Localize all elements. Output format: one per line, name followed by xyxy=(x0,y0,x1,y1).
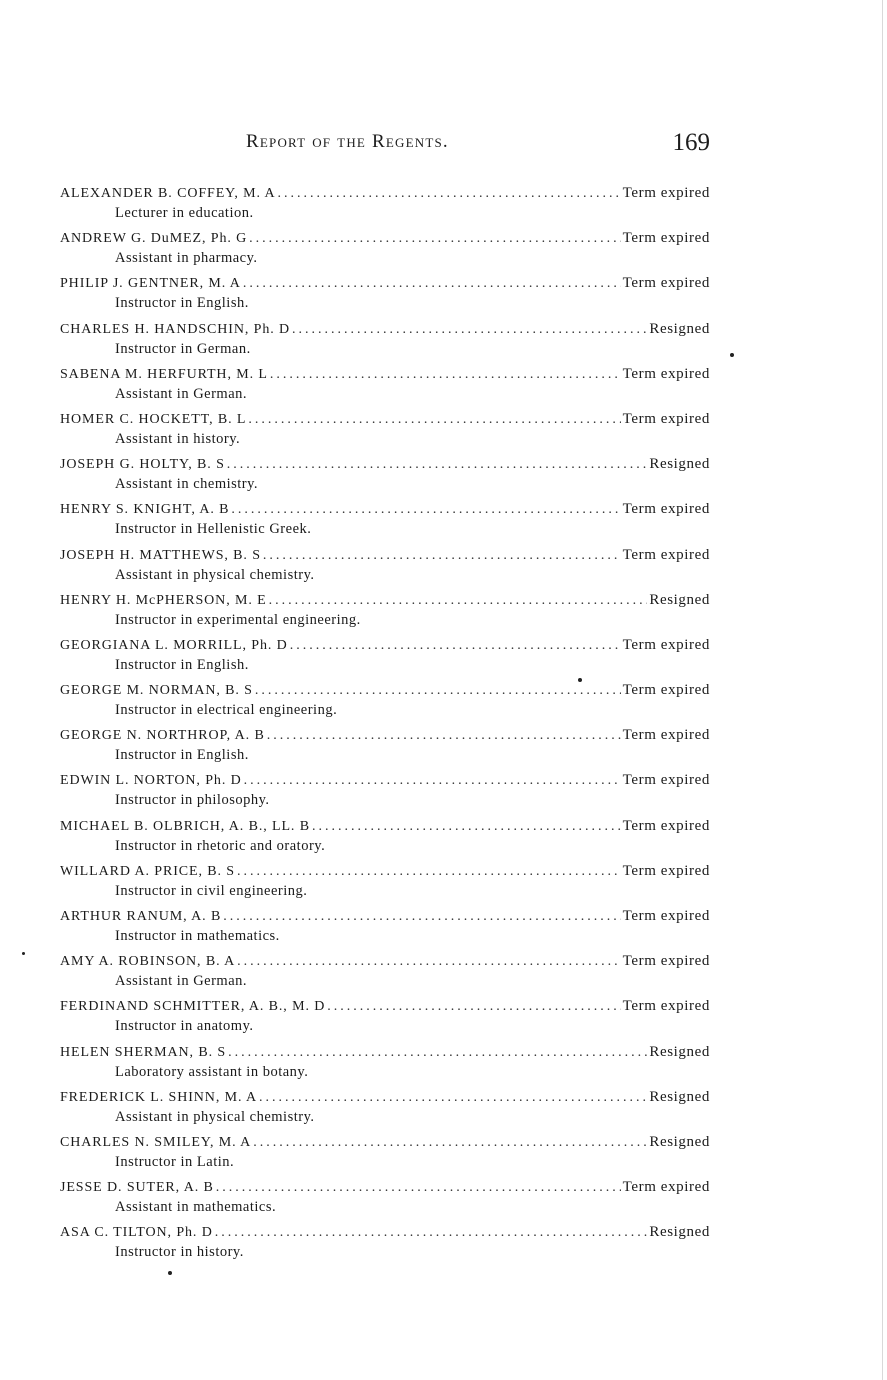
dot-leader xyxy=(243,274,621,294)
entry-role: Instructor in English. xyxy=(115,656,249,673)
entry-heading-line xyxy=(60,590,710,611)
entry-status: Resigned xyxy=(649,320,710,337)
entry-name: CHARLES N. SMILEY, M. A xyxy=(60,1134,252,1150)
entry-status: Resigned xyxy=(649,1043,710,1060)
running-title: Report of the Regents. xyxy=(246,131,449,152)
entry-heading-line xyxy=(60,1087,710,1108)
list-item xyxy=(60,590,710,635)
entry-status: Term expired xyxy=(622,772,710,789)
entry-status: Term expired xyxy=(622,636,710,653)
entry-role: Assistant in chemistry. xyxy=(115,476,259,493)
list-item xyxy=(60,680,710,725)
dot-leader xyxy=(223,907,620,927)
entry-heading-line xyxy=(60,1177,710,1198)
entry-status: Term expired xyxy=(622,998,710,1015)
list-item xyxy=(60,635,710,680)
dot-leader xyxy=(237,862,621,882)
dot-leader xyxy=(290,636,621,656)
dot-leader xyxy=(263,546,621,566)
dot-leader xyxy=(231,500,620,520)
list-item xyxy=(60,725,710,770)
page-number: 169 xyxy=(672,129,710,156)
entry-name: GEORGE N. NORTHROP, A. B xyxy=(60,728,265,744)
entry-role: Instructor in German. xyxy=(115,340,251,357)
entry-role: Instructor in experimental engineering. xyxy=(115,611,361,628)
dot-leader xyxy=(327,997,620,1017)
entry-role: Instructor in philosophy. xyxy=(115,792,270,809)
entry-status: Term expired xyxy=(622,501,710,518)
entry-name: SABENA M. HERFURTH, M. L xyxy=(60,366,268,382)
dot-leader xyxy=(227,455,648,475)
entry-name: HELEN SHERMAN, B. S xyxy=(60,1044,227,1060)
entry-name: WILLARD A. PRICE, B. S xyxy=(60,863,235,879)
entry-heading-line xyxy=(60,770,710,791)
entry-status: Term expired xyxy=(622,817,710,834)
entry-heading-line xyxy=(60,725,710,746)
list-item xyxy=(60,1042,710,1087)
entry-name: GEORGE M. NORMAN, B. S xyxy=(60,683,253,699)
entry-role: Instructor in electrical engineering. xyxy=(115,702,338,719)
list-item xyxy=(60,409,710,454)
entry-heading-line xyxy=(60,273,710,294)
entry-role: Instructor in rhetoric and oratory. xyxy=(115,837,326,854)
staff-changes-list xyxy=(60,183,710,1268)
dot-leader xyxy=(253,1133,647,1153)
list-item xyxy=(60,228,710,273)
entry-role: Instructor in English. xyxy=(115,295,249,312)
entry-name: EDWIN L. NORTON, Ph. D xyxy=(60,773,242,789)
dot-leader xyxy=(278,184,621,204)
list-item xyxy=(60,906,710,951)
list-item xyxy=(60,996,710,1041)
entry-name: JOSEPH G. HOLTY, B. S xyxy=(60,457,225,473)
list-item xyxy=(60,454,710,499)
entry-status: Term expired xyxy=(622,275,710,292)
dot-leader xyxy=(237,952,620,972)
list-item xyxy=(60,183,710,228)
list-item xyxy=(60,499,710,544)
entry-role: Instructor in anatomy. xyxy=(115,1018,254,1035)
entry-role: Instructor in civil engineering. xyxy=(115,882,308,899)
entry-name: JOSEPH H. MATTHEWS, B. S xyxy=(60,547,261,563)
scan-speck xyxy=(168,1271,172,1275)
dot-leader xyxy=(215,1223,648,1243)
entry-status: Term expired xyxy=(622,862,710,879)
dot-leader xyxy=(259,1088,647,1108)
entry-name: AMY A. ROBINSON, B. A xyxy=(60,954,236,970)
entry-status: Term expired xyxy=(622,682,710,699)
entry-heading-line xyxy=(60,951,710,972)
entry-status: Term expired xyxy=(622,1179,710,1196)
entry-heading-line xyxy=(60,183,710,204)
entry-name: HOMER C. HOCKETT, B. L xyxy=(60,411,247,427)
entry-role: Assistant in physical chemistry. xyxy=(115,1108,315,1125)
entry-role: Assistant in history. xyxy=(115,430,241,447)
dot-leader xyxy=(292,320,647,340)
entry-status: Resigned xyxy=(649,1224,710,1241)
entry-name: ANDREW G. DuMEZ, Ph. G xyxy=(60,231,248,247)
list-item xyxy=(60,816,710,861)
dot-leader xyxy=(248,410,620,430)
dot-leader xyxy=(267,726,621,746)
entry-heading-line xyxy=(60,319,710,340)
dot-leader xyxy=(269,591,648,611)
entry-status: Term expired xyxy=(622,727,710,744)
entry-heading-line xyxy=(60,635,710,656)
entry-name: PHILIP J. GENTNER, M. A xyxy=(60,276,241,292)
list-item xyxy=(60,364,710,409)
entry-name: HENRY S. KNIGHT, A. B xyxy=(60,502,230,518)
list-item xyxy=(60,861,710,906)
list-item xyxy=(60,319,710,364)
entry-role: Instructor in English. xyxy=(115,747,249,764)
entry-name: ARTHUR RANUM, A. B xyxy=(60,909,222,924)
entry-role: Instructor in Latin. xyxy=(115,1153,235,1170)
entry-heading-line xyxy=(60,680,710,701)
entry-heading-line xyxy=(60,816,710,837)
dot-leader xyxy=(249,229,620,249)
entry-name: CHARLES H. HANDSCHIN, Ph. D xyxy=(60,321,291,337)
scan-speck xyxy=(730,353,734,357)
entry-role: Assistant in pharmacy. xyxy=(115,250,258,267)
entry-role: Assistant in German. xyxy=(115,973,248,990)
entry-role: Assistant in German. xyxy=(115,385,248,402)
scan-speck xyxy=(22,952,25,955)
list-item xyxy=(60,951,710,996)
entry-heading-line xyxy=(60,906,710,927)
entry-role: Instructor in Hellenistic Greek. xyxy=(115,521,312,538)
entry-heading-line xyxy=(60,1222,710,1243)
entry-status: Term expired xyxy=(622,410,710,427)
entry-role: Lecturer in education. xyxy=(115,205,254,221)
entry-status: Term expired xyxy=(622,953,710,970)
entry-heading-line xyxy=(60,1042,710,1063)
list-item xyxy=(60,1177,710,1222)
entry-status: Term expired xyxy=(622,365,710,382)
dot-leader xyxy=(255,681,621,701)
entry-status: Term expired xyxy=(622,546,710,563)
entry-status: Resigned xyxy=(649,591,710,608)
entry-heading-line xyxy=(60,545,710,566)
entry-name: ALEXANDER B. COFFEY, M. A xyxy=(60,186,276,201)
entry-role: Assistant in mathematics. xyxy=(115,1199,277,1216)
entry-heading-line xyxy=(60,1132,710,1153)
list-item xyxy=(60,1087,710,1132)
entry-role: Instructor in history. xyxy=(115,1244,244,1261)
entry-status: Resigned xyxy=(649,1088,710,1105)
list-item xyxy=(60,1132,710,1177)
entry-role: Laboratory assistant in botany. xyxy=(115,1063,309,1080)
entry-name: HENRY H. McPHERSON, M. E xyxy=(60,592,267,608)
entry-heading-line xyxy=(60,454,710,475)
dot-leader xyxy=(270,365,621,385)
dot-leader xyxy=(228,1043,647,1063)
dot-leader xyxy=(216,1178,621,1198)
list-item xyxy=(60,1222,710,1267)
list-item xyxy=(60,273,710,318)
entry-role: Instructor in mathematics. xyxy=(115,928,280,944)
entry-heading-line xyxy=(60,364,710,385)
entry-status: Term expired xyxy=(622,185,710,201)
entry-heading-line xyxy=(60,499,710,520)
scan-speck xyxy=(578,678,582,682)
list-item xyxy=(60,545,710,590)
entry-name: ASA C. TILTON, Ph. D xyxy=(60,1225,213,1241)
entry-status: Term expired xyxy=(622,230,710,247)
entry-heading-line xyxy=(60,996,710,1017)
page-header xyxy=(60,131,710,165)
entry-role: Assistant in physical chemistry. xyxy=(115,566,315,583)
entry-heading-line xyxy=(60,861,710,882)
entry-heading-line xyxy=(60,409,710,430)
list-item xyxy=(60,770,710,815)
entry-name: FREDERICK L. SHINN, M. A xyxy=(60,1089,258,1105)
dot-leader xyxy=(244,771,621,791)
dot-leader xyxy=(312,817,621,837)
entry-name: MICHAEL B. OLBRICH, A. B., LL. B xyxy=(60,818,310,834)
entry-name: JESSE D. SUTER, A. B xyxy=(60,1180,214,1196)
page-edge-rule xyxy=(882,0,883,1380)
entry-name: FERDINAND SCHMITTER, A. B., M. D xyxy=(60,999,326,1015)
entry-name: GEORGIANA L. MORRILL, Ph. D xyxy=(60,637,288,653)
entry-heading-line xyxy=(60,228,710,249)
entry-status: Resigned xyxy=(649,456,710,473)
entry-status: Term expired xyxy=(622,908,710,924)
entry-status: Resigned xyxy=(649,1133,710,1150)
